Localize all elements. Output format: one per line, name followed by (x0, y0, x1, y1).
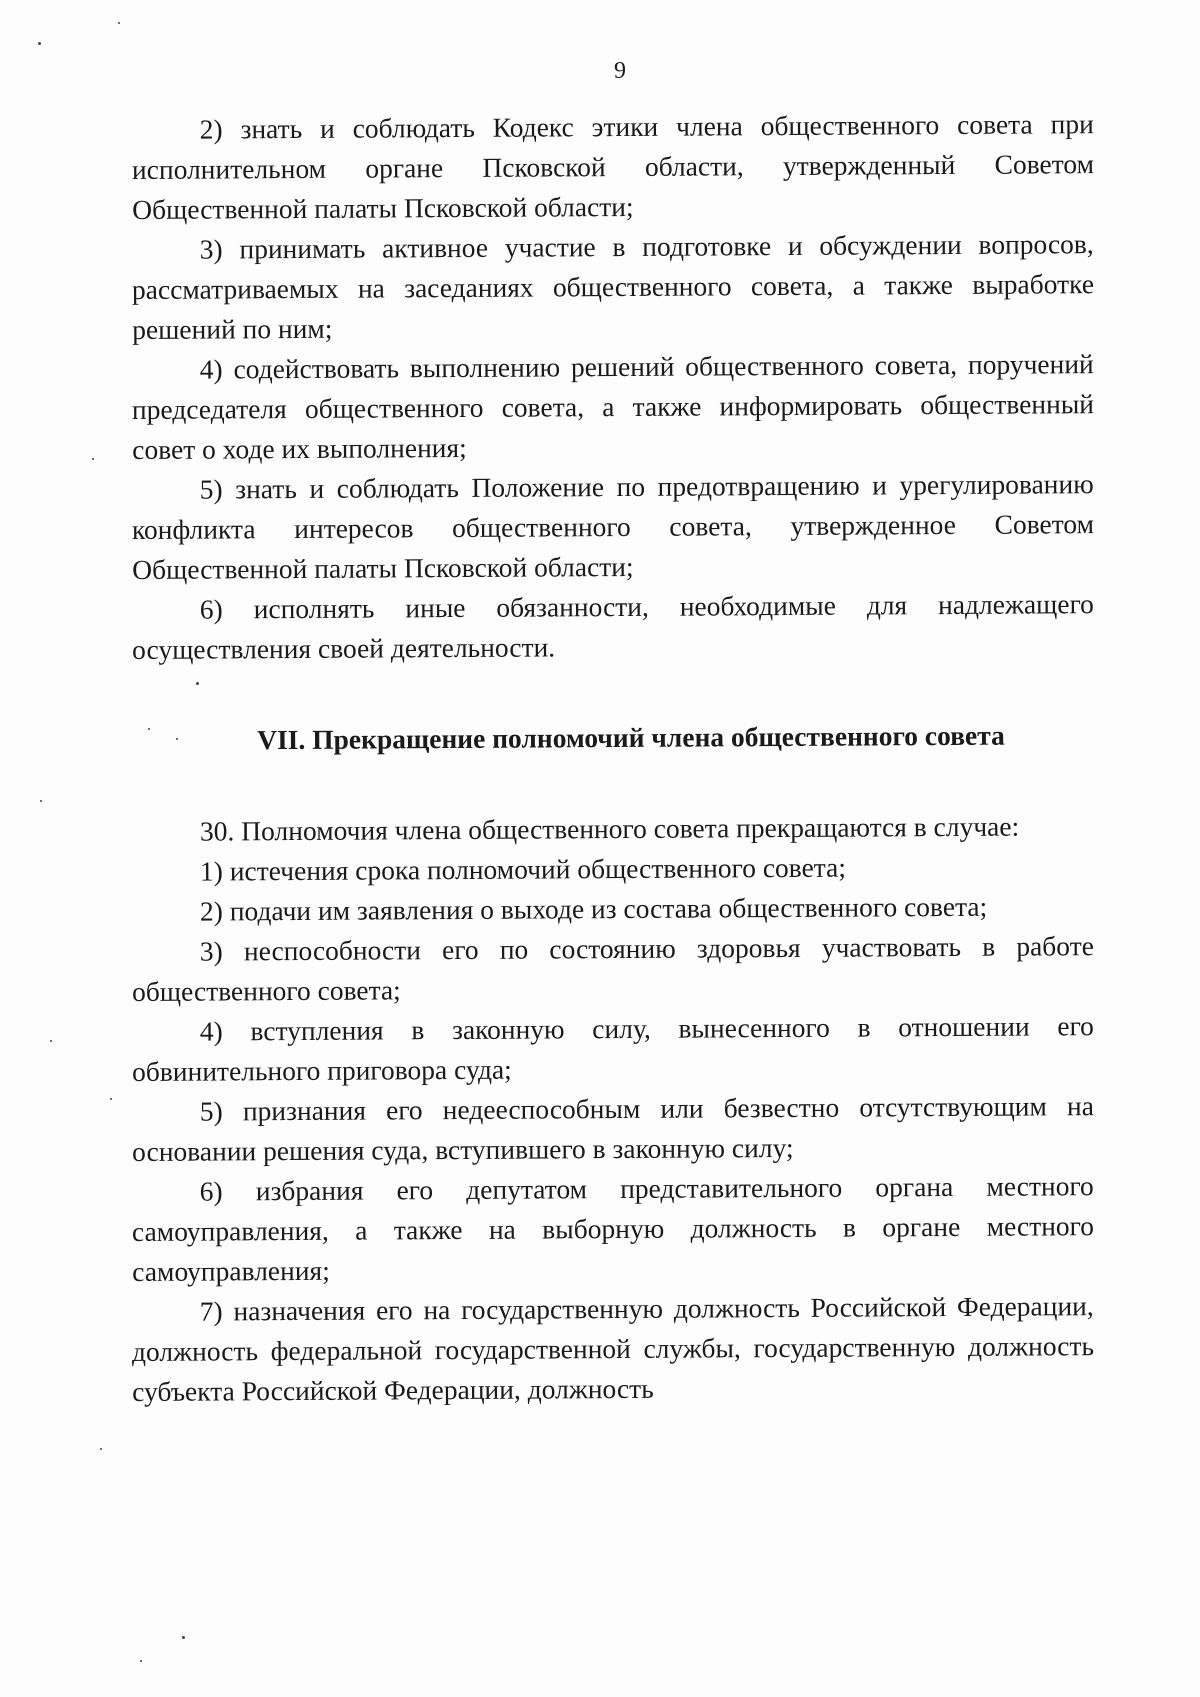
scan-speck (40, 800, 42, 802)
scan-speck (148, 728, 150, 730)
section-heading: VII. Прекращение полномочий члена общественного совета (257, 719, 1005, 756)
paragraph-duty-3: 3) принимать активное участие в подготовке и обсуждении вопросов, рассматриваемых на заседаниях общественного совета, а также выработке решений по ним; (131, 228, 1095, 345)
paragraph-termination-3: 3) неспособности его по состоянию здоровья участвовать в работе общественного совета; (132, 930, 1094, 1007)
paragraph-termination-2: 2) подачи им заявления о выходе из состава общественного совета; (199, 890, 988, 927)
scan-speck (92, 458, 94, 460)
paragraph-clause-30: 30. Полномочия члена общественного совета прекращаются в случае: (199, 810, 1020, 847)
paragraph-termination-7: 7) назначения его на государственную должность Российской Федерации, должность федеральной государственной службы, государственную должность субъекта Российской Федерации, должность (131, 1290, 1095, 1407)
scan-speck (140, 1660, 142, 1662)
paragraph-duty-4: 4) содействовать выполнению решений общественного совета, поручений председателя общественного совета, а также информировать общественный совет о ходе их выполнения; (131, 348, 1095, 465)
paragraph-duty-6: 6) исполнять иные обязанности, необходимые для надлежащего осуществления своей деятельности. (132, 588, 1094, 665)
scan-speck (176, 738, 178, 740)
paragraph-termination-5: 5) признания его недееспособным или безвестно отсутствующим на основании решения суда, вступившего в законную силу; (132, 1090, 1094, 1167)
paragraph-termination-6: 6) избрания его депутатом представительного органа местного самоуправления, а также на выборную должность в органе местного самоуправления; (131, 1170, 1095, 1287)
paragraph-duty-2: 2) знать и соблюдать Кодекс этики члена общественного совета при исполнительном органе Псковской области, утвержденный Советом Общественной палаты Псковской области; (131, 108, 1095, 225)
page-number: 9 (614, 58, 626, 84)
scan-speck (118, 22, 120, 24)
scan-speck (100, 1448, 102, 1450)
document-body (132, 110, 1094, 1412)
paragraph-termination-4: 4) вступления в законную силу, вынесенного в отношении его обвинительного приговора суда; (132, 1010, 1094, 1087)
scan-speck (196, 682, 199, 685)
paragraph-duty-5: 5) знать и соблюдать Положение по предотвращению и урегулированию конфликта интересов общественного совета, утвержденное Советом Общественной палаты Псковской области; (131, 468, 1095, 585)
scan-speck (50, 1040, 52, 1042)
paragraph-termination-1: 1) истечения срока полномочий общественного совета; (199, 851, 847, 887)
scan-speck (182, 1636, 185, 1639)
scan-speck (38, 42, 41, 45)
scan-speck (110, 1098, 112, 1100)
